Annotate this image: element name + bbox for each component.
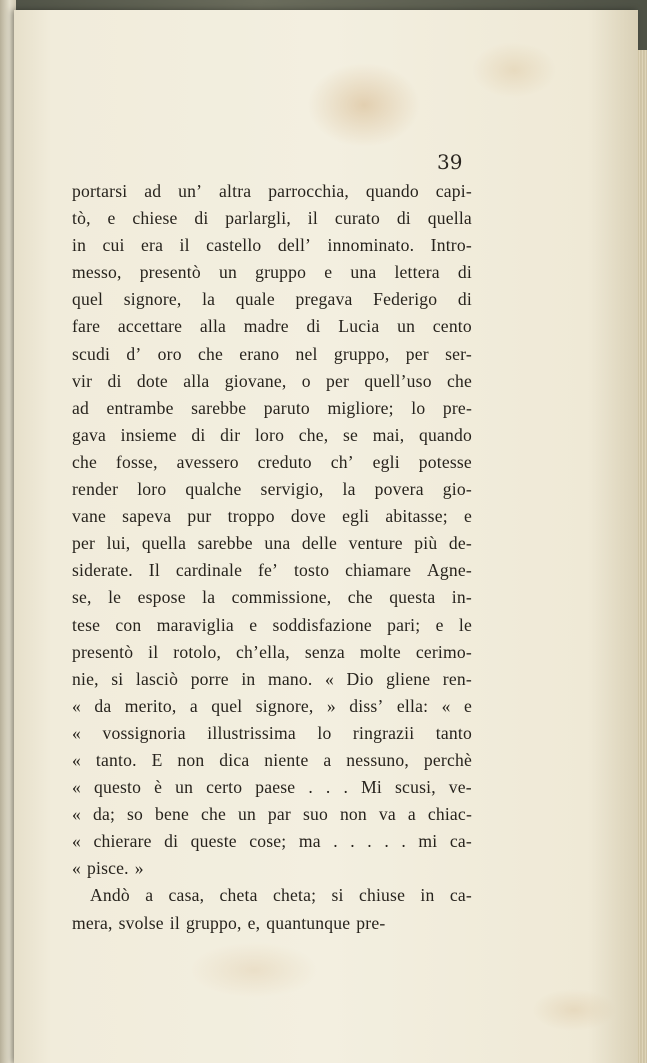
word: molte <box>359 641 401 662</box>
word: » <box>326 695 336 716</box>
word: questo <box>93 777 142 798</box>
word: in <box>72 235 87 256</box>
word: a <box>323 749 332 770</box>
word: gruppo, <box>333 343 390 364</box>
word: e <box>463 695 472 716</box>
text-line <box>72 639 472 666</box>
word: sarebbe <box>197 533 253 554</box>
word: . <box>384 831 389 852</box>
word: e <box>435 614 444 635</box>
word: presentò <box>139 262 201 283</box>
word: illustrissima <box>207 722 296 743</box>
word: qualche <box>185 479 242 500</box>
word: dir <box>220 424 241 445</box>
word: ella: <box>396 695 429 716</box>
word: d’ <box>126 343 142 364</box>
word: castello <box>206 235 262 256</box>
word: tosto <box>293 560 330 581</box>
word: tanto. <box>95 749 137 770</box>
word: il <box>169 912 180 933</box>
word: lui, <box>106 533 131 554</box>
word: o <box>301 370 311 391</box>
word: vossignoria <box>102 722 186 743</box>
word: un <box>218 262 237 283</box>
text-line <box>72 693 472 720</box>
word: più <box>414 533 438 554</box>
word: un <box>397 316 416 337</box>
word: povera <box>374 479 424 500</box>
word: gio- <box>442 479 472 500</box>
text-line <box>72 178 472 205</box>
word: svolse <box>118 912 164 933</box>
word: portarsi <box>72 181 128 201</box>
word: merito, <box>124 695 177 716</box>
word: nie, <box>72 668 99 689</box>
word: . <box>401 831 406 852</box>
word: casa, <box>168 885 205 906</box>
word: presentò <box>72 641 134 662</box>
word: » <box>134 858 144 879</box>
word: . <box>333 831 338 852</box>
word: che, <box>298 424 329 445</box>
word: mi <box>418 831 438 852</box>
word: potesse <box>418 451 472 472</box>
word: tese <box>72 614 101 635</box>
word: ren- <box>442 668 472 689</box>
word: signore, <box>123 289 182 310</box>
word: Intro- <box>430 235 472 256</box>
word: queste <box>190 831 237 852</box>
word: . <box>325 777 331 798</box>
word: render <box>72 479 119 500</box>
word: accettare <box>117 316 183 337</box>
word: dove <box>290 506 326 527</box>
word: era <box>141 235 164 256</box>
word: parrocchia, <box>268 181 350 201</box>
word: di <box>107 370 122 391</box>
word: dote <box>136 370 168 391</box>
text-line <box>72 422 472 449</box>
word: Il <box>148 560 160 581</box>
word: questa <box>389 587 436 608</box>
word: cheta; <box>272 885 317 906</box>
word: dica <box>219 749 250 770</box>
word: Federigo <box>373 289 438 310</box>
word: innominato. <box>327 235 415 256</box>
word: soddisfazione <box>272 614 372 635</box>
word: curato <box>334 208 380 229</box>
word: pregava <box>295 289 353 310</box>
word: cerimo- <box>415 641 472 662</box>
word: quel <box>211 695 243 716</box>
word: di <box>164 831 179 852</box>
word: di <box>457 262 472 283</box>
word: gruppo, <box>185 912 242 933</box>
word: lasciò <box>135 668 179 689</box>
word: e <box>324 262 333 283</box>
word: chiac- <box>427 804 472 825</box>
word: e, <box>247 912 261 933</box>
word: fe’ <box>257 560 279 581</box>
word: il <box>307 208 318 229</box>
word: lo <box>411 397 426 418</box>
word: sarebbe <box>191 397 247 418</box>
word: è <box>154 777 163 798</box>
word: sapeva <box>122 506 172 527</box>
word: mera, <box>72 912 113 933</box>
word: alla <box>183 370 210 391</box>
text-line <box>72 341 472 368</box>
word: in- <box>451 587 472 608</box>
word: egli <box>372 451 400 472</box>
text-line <box>72 882 472 909</box>
word: da; <box>92 804 116 825</box>
word: e <box>249 614 258 635</box>
word: bene <box>155 804 190 825</box>
word: ad <box>72 397 90 418</box>
word: non <box>339 804 367 825</box>
word: chiuse <box>358 885 406 906</box>
word: fosse, <box>115 451 158 472</box>
word: se <box>343 424 359 445</box>
word: certo <box>206 777 243 798</box>
word: espose <box>137 587 186 608</box>
word: di <box>306 316 321 337</box>
word: diss’ <box>349 695 384 716</box>
word: ve- <box>448 777 472 798</box>
word: di <box>457 289 472 310</box>
word: par <box>267 804 291 825</box>
word: ca- <box>449 885 472 906</box>
word: erano <box>239 343 280 364</box>
word: capi- <box>435 181 472 201</box>
word: alla <box>199 316 227 337</box>
page-number: 39 <box>437 150 463 174</box>
word: « <box>72 804 81 825</box>
word: « <box>441 695 451 716</box>
word: ch’ <box>330 451 354 472</box>
word: loro <box>254 424 285 445</box>
word: una <box>264 533 291 554</box>
word: il <box>179 235 190 256</box>
word: « <box>72 831 81 852</box>
word: E <box>151 749 163 770</box>
word: quella <box>141 533 187 554</box>
word: pre- <box>442 397 472 418</box>
page-stack-edge <box>638 50 647 1063</box>
word: pari; <box>387 614 421 635</box>
word: Andò <box>90 885 130 906</box>
word: la <box>202 289 216 310</box>
word: quando <box>365 181 419 201</box>
word: Agne- <box>427 560 472 581</box>
word: dell’ <box>277 235 312 256</box>
word: oro <box>157 343 182 364</box>
word: Lucia <box>338 316 380 337</box>
book-page <box>14 10 638 1063</box>
text-line <box>72 828 472 855</box>
word: scusi, <box>395 777 436 798</box>
word: abitasse; <box>385 506 448 527</box>
word: a <box>407 804 416 825</box>
word: parlargli, <box>225 208 291 229</box>
word: ringrazii <box>352 722 415 743</box>
word: lettera <box>394 262 440 283</box>
word: ad <box>144 181 162 201</box>
word: entrambe <box>106 397 174 418</box>
word: se, <box>72 587 92 608</box>
word: . <box>343 777 349 798</box>
word: maraviglia <box>156 614 234 635</box>
word: cento <box>432 316 472 337</box>
word: un <box>237 804 256 825</box>
word: nessuno, <box>346 749 409 770</box>
word: cheta <box>219 885 258 906</box>
word: nel <box>295 343 318 364</box>
word: « <box>72 858 81 879</box>
word: servigio, <box>260 479 324 500</box>
word: altra <box>219 181 252 201</box>
word: quantunque <box>266 912 351 933</box>
word: cardinale <box>175 560 243 581</box>
word: va <box>378 804 396 825</box>
word: un <box>175 777 194 798</box>
word: cose; <box>249 831 287 852</box>
word: e <box>463 506 472 527</box>
word: Dio <box>346 668 374 689</box>
word: avessero <box>176 451 239 472</box>
word: pur <box>187 506 212 527</box>
text-line <box>72 368 472 395</box>
text-line <box>72 910 472 937</box>
word: tò, <box>72 208 91 229</box>
word: lo <box>317 722 332 743</box>
word: migliore; <box>327 397 394 418</box>
text-line <box>72 720 472 747</box>
word: quell’uso <box>364 370 432 391</box>
word: le <box>108 587 122 608</box>
word: che <box>446 370 472 391</box>
word: tanto <box>435 722 472 743</box>
word: e <box>107 208 116 229</box>
word: siderate. <box>72 560 133 581</box>
word: gruppo <box>255 262 307 283</box>
word: una <box>350 262 377 283</box>
word: creduto <box>257 451 312 472</box>
word: vane <box>72 506 107 527</box>
word: mano. <box>267 668 313 689</box>
word: niente <box>264 749 309 770</box>
word: gava <box>72 424 107 445</box>
word: il <box>148 641 159 662</box>
word: che <box>197 343 223 364</box>
word: Mi <box>361 777 383 798</box>
word: di <box>191 424 206 445</box>
word: ser- <box>445 343 472 364</box>
word: . <box>350 831 355 852</box>
word: « <box>72 722 81 743</box>
word: da <box>94 695 112 716</box>
word: per <box>72 533 96 554</box>
word: che <box>72 451 98 472</box>
word: di <box>396 208 411 229</box>
text-line <box>72 530 472 557</box>
word: in <box>241 668 256 689</box>
word: quale <box>235 289 275 310</box>
word: le <box>458 614 472 635</box>
word: « <box>325 668 334 689</box>
word: non <box>177 749 205 770</box>
word: chiese <box>132 208 178 229</box>
text-line <box>72 774 472 801</box>
word: loro <box>137 479 167 500</box>
word: scudi <box>72 343 111 364</box>
word: quel <box>72 289 104 310</box>
text-line <box>72 205 472 232</box>
word: paruto <box>263 397 310 418</box>
text-line <box>72 476 472 503</box>
word: la <box>202 587 216 608</box>
word: ca- <box>449 831 472 852</box>
word: chiamare <box>345 560 412 581</box>
text-line <box>72 395 472 422</box>
text-line <box>72 584 472 611</box>
word: a <box>189 695 198 716</box>
text-line <box>72 801 472 828</box>
word: per <box>405 343 429 364</box>
word: pisce. <box>87 858 129 879</box>
word: venture <box>348 533 403 554</box>
word: quando <box>418 424 472 445</box>
word: messo, <box>72 262 122 283</box>
text-line <box>72 259 472 286</box>
word: a <box>145 885 154 906</box>
word: egli <box>342 506 370 527</box>
text-line <box>72 855 472 882</box>
text-line <box>72 503 472 530</box>
word: chierare <box>93 831 152 852</box>
word: pre- <box>356 912 386 933</box>
word: di <box>194 208 209 229</box>
word: insieme <box>120 424 177 445</box>
word: si <box>111 668 124 689</box>
word: « <box>72 777 81 798</box>
word: gliene <box>386 668 431 689</box>
word: perchè <box>423 749 472 770</box>
text-line <box>72 449 472 476</box>
word: rotolo, <box>173 641 222 662</box>
word: ch’ella, <box>236 641 290 662</box>
word: si <box>331 885 344 906</box>
word: commissione, <box>231 587 332 608</box>
text-line <box>72 557 472 584</box>
text-line <box>72 232 472 259</box>
word: « <box>72 749 81 770</box>
word: « <box>72 695 81 716</box>
text-line <box>72 612 472 639</box>
word: paese <box>255 777 296 798</box>
word: la <box>342 479 356 500</box>
text-line <box>72 666 472 693</box>
word: signore, <box>255 695 314 716</box>
word: cui <box>102 235 125 256</box>
word: de- <box>448 533 472 554</box>
word: mai, <box>372 424 405 445</box>
word: che <box>200 804 226 825</box>
word: che <box>347 587 373 608</box>
word: . <box>367 831 372 852</box>
word: porre <box>190 668 229 689</box>
text-line <box>72 747 472 774</box>
word: un’ <box>178 181 203 201</box>
word: . <box>308 777 313 798</box>
body-text <box>72 178 472 937</box>
word: delle <box>301 533 338 554</box>
text-line <box>72 286 472 313</box>
word: vir <box>72 370 93 391</box>
word: per <box>326 370 350 391</box>
word: in <box>420 885 435 906</box>
word: troppo <box>227 506 275 527</box>
word: suo <box>302 804 328 825</box>
word: fare <box>72 316 101 337</box>
word: so <box>127 804 144 825</box>
word: senza <box>304 641 345 662</box>
text-line <box>72 313 472 340</box>
word: giovane, <box>224 370 287 391</box>
word: madre <box>243 316 289 337</box>
word: ma <box>298 831 321 852</box>
word: con <box>115 614 142 635</box>
word: quella <box>427 208 472 229</box>
